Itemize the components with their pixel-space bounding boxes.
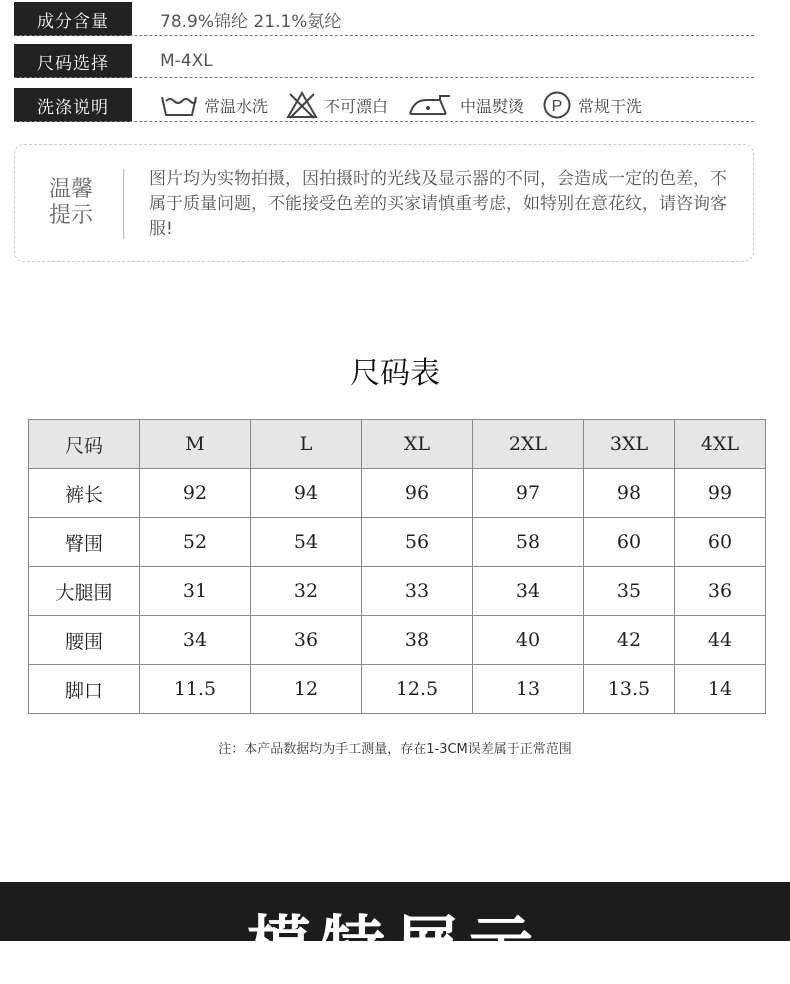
table-cell: 42: [584, 616, 675, 665]
iron-icon: [406, 92, 454, 118]
table-cell: 58: [473, 518, 584, 567]
row-label: 裤长: [29, 469, 140, 518]
table-cell: 13: [473, 665, 584, 714]
table-cell: 35: [584, 567, 675, 616]
table-cell: 38: [362, 616, 473, 665]
header-cell: 3XL: [584, 420, 675, 469]
size-table: [28, 419, 766, 714]
table-cell: 92: [140, 469, 251, 518]
table-cell: 31: [140, 567, 251, 616]
model-banner: [0, 882, 790, 984]
row-label: 大腿围: [29, 567, 140, 616]
header-cell: L: [251, 420, 362, 469]
table-cell: 54: [251, 518, 362, 567]
table-cell: 40: [473, 616, 584, 665]
notice-title: 温馨提示: [49, 177, 94, 228]
banner-title: 模特展示: [247, 910, 543, 984]
size-chart-title: 尺码表: [350, 356, 440, 391]
care-item-iron: [406, 92, 524, 118]
table-cell: 56: [362, 518, 473, 567]
table-cell: 33: [362, 567, 473, 616]
table-cell: 52: [140, 518, 251, 567]
table-cell: 96: [362, 469, 473, 518]
wash-row: [14, 88, 754, 122]
care-label: 常温水洗: [204, 96, 269, 116]
table-cell: 44: [675, 616, 766, 665]
size-value: M-4XL: [160, 51, 213, 71]
wash-label: 洗涤说明: [14, 88, 132, 122]
table-row: [29, 616, 766, 665]
divider: [14, 35, 754, 36]
table-cell: 36: [251, 616, 362, 665]
table-cell: 11.5: [140, 665, 251, 714]
wash-tub-icon: [160, 91, 198, 119]
size-label: 尺码选择: [14, 44, 132, 78]
table-cell: 34: [473, 567, 584, 616]
size-row: [14, 44, 754, 78]
table-header-row: [29, 420, 766, 469]
table-cell: 98: [584, 469, 675, 518]
no-bleach-icon: [286, 90, 318, 120]
header-cell: 4XL: [675, 420, 766, 469]
svg-text:P: P: [551, 98, 563, 115]
header-cell: 尺码: [29, 420, 140, 469]
divider: [14, 121, 754, 122]
notice-box: [14, 144, 754, 262]
table-cell: 94: [251, 469, 362, 518]
table-cell: 97: [473, 469, 584, 518]
table-cell: 34: [140, 616, 251, 665]
care-item-wash: [160, 91, 268, 119]
notice-text: 图片均为实物拍摄，因拍摄时的光线及显示器的不同，会造成一定的色差，不属于质量问题，不能接受色差的买家请慎重考虑，如特别在意花纹，请咨询客服!: [149, 169, 727, 239]
table-cell: 13.5: [584, 665, 675, 714]
table-cell: 14: [675, 665, 766, 714]
care-label: 不可漂白: [324, 96, 389, 116]
table-cell: 12.5: [362, 665, 473, 714]
row-label: 臀围: [29, 518, 140, 567]
table-row: [29, 665, 766, 714]
table-cell: 60: [584, 518, 675, 567]
row-label: 脚口: [29, 665, 140, 714]
care-label: 中温熨烫: [460, 96, 525, 116]
row-label: 腰围: [29, 616, 140, 665]
dry-clean-p-icon: [542, 90, 572, 120]
table-row: [29, 469, 766, 518]
table-row: [29, 567, 766, 616]
composition-row: [14, 2, 754, 36]
care-item-dryclean: [542, 90, 642, 120]
header-cell: XL: [362, 420, 473, 469]
header-cell: 2XL: [473, 420, 584, 469]
measurement-note: 注：本产品数据均为手工测量，存在1-3CM误差属于正常范围: [218, 742, 572, 757]
divider: [14, 77, 754, 78]
composition-value: 78.9%锦纶 21.1%氨纶: [160, 11, 342, 32]
header-cell: M: [140, 420, 251, 469]
table-cell: 12: [251, 665, 362, 714]
care-item-bleach: [286, 90, 388, 120]
care-instructions: [160, 88, 660, 122]
table-cell: 36: [675, 567, 766, 616]
table-cell: 32: [251, 567, 362, 616]
composition-label: 成分含量: [14, 2, 132, 36]
table-cell: 60: [675, 518, 766, 567]
care-label: 常规干洗: [578, 96, 643, 116]
table-row: [29, 518, 766, 567]
notice-divider: [123, 169, 124, 239]
table-cell: 99: [675, 469, 766, 518]
